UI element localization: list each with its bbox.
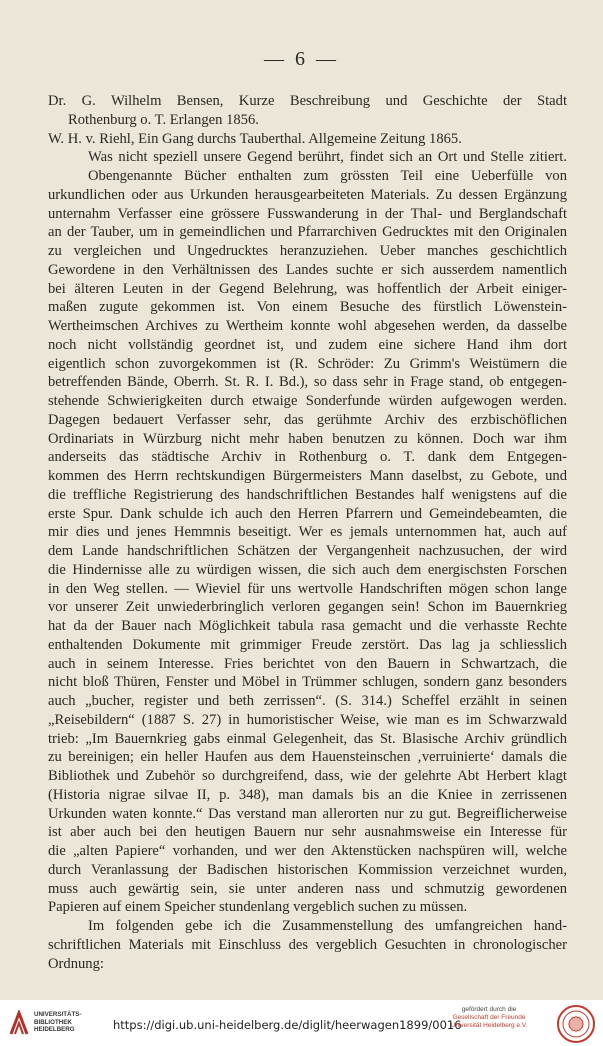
funding-org: Gesellschaft der Freunde: [452, 1014, 526, 1021]
library-name-line: UNIVERSITÄTS-: [34, 1011, 82, 1018]
text-line: urkundlichen oder aus Urkunden herausgearbeiteten Materials. Zu dessen Ergänzung: [48, 186, 567, 203]
text-line: Im folgenden gebe ich die Zusammenstellung des umfangreichen hand-: [88, 918, 567, 934]
text-line: Was nicht speziell unsere Gegend berührt, findet sich an Ort und Stelle zitiert.: [88, 149, 567, 166]
text-line: unternahm Verfasser eine grössere Fusswanderung in der Thal- und Berglandschaft: [48, 205, 567, 222]
text-line: die „alten Papiere“ vorhanden, und wer den Aktenstücken nachspüren will, welche: [48, 843, 567, 859]
funding-line: gefördert durch die: [461, 1006, 517, 1013]
text-line: erste Spur. Dank schulde ich auch den Herren Pfarrern und Gemeindebeamten, die: [48, 505, 567, 522]
text-line: hat da der Bauer nach Möglichkeit tabula rasa gemacht und die verhasste Rechte: [48, 618, 567, 634]
text-line: Gewordene in den Verhältnissen des Landes suchte er sich ausserdem namentlich: [48, 261, 567, 278]
text-line: ist aber auch bei den heutigen Bauern nur sehr ausnahmsweise ein Interesse für: [48, 824, 567, 841]
text-line: (Historia nigrae silvae II, p. 348), man damals bis an die Kniee in zerrissenen: [48, 786, 567, 803]
library-name: [34, 1011, 81, 1034]
text-line: W. H. v. Riehl, Ein Gang durchs Tauberthal. Allgemeine Zeitung 1865.: [48, 130, 462, 147]
text-line: muss auch gewärtig sein, sie unter anderen nass und schmutzig gewordenen: [48, 880, 567, 897]
text-line: enthaltenden Dokumente mit grimmiger Freude zerstört. Das lag ja schliesslich: [48, 636, 567, 653]
text-line: Dagegen bedauert Verfasser sehr, das gerühmte Archiv des erzbischöflichen: [48, 411, 567, 428]
text-line: auch in seinem Interesse. Fries berichtet von den Bauern in Schwartzach, die: [48, 655, 567, 672]
university-library-logo-icon: [8, 1010, 30, 1036]
page-number: — 6 —: [264, 48, 339, 70]
text-line: vor unserer Zeit unwiederbringlich verloren gegangen sein! Schon im Bauernkrieg: [48, 599, 567, 616]
body-text: [48, 92, 567, 973]
viewer-footer: [0, 1000, 603, 1046]
text-line: Obengenannte Bücher enthalten zum grössten Teil eine Ueberfülle von: [88, 168, 567, 184]
text-line: zu bereinigen; ein heller Haufen aus dem Hauensteinschen ‚verruinierte‘ damals die: [48, 749, 567, 766]
text-line: auch „bucher, register und beth zerrissen“. (S. 314.) Scheffel erzählt in seinen: [48, 693, 567, 709]
text-line: Ordinariats in Würzburg nicht mehr haben benutzen zu können. Doch war ihm: [48, 430, 567, 447]
library-name-line: HEIDELBERG: [34, 1026, 75, 1034]
text-line: durch Veranlassung der Badischen historischen Kommission verzeichnet wurden,: [48, 861, 567, 878]
text-line: bei älteren Leuten in der Gegend Belehrung, was hoffentlich der Arbeit einiger-: [48, 280, 567, 297]
text-line: schriftlichen Materials mit Einschluss des vergeblich Gesuchten in chronologischer: [48, 936, 567, 953]
text-line: Papieren auf einem Speicher stundenlang vergeblich suchen zu müssen.: [48, 899, 468, 916]
text-line: noch nicht vollständig geordnet ist, und zudem eine sichere Hand ihm dort: [48, 336, 567, 353]
text-line: nicht bloß Thüren, Fenster und Möbel in Trümmer schlugen, sondern ganz besonders: [48, 674, 567, 691]
text-line: Urkunden waten konnte.“ Das verstand man allerorten nur zu gut. Begreiflicherweise: [48, 805, 567, 822]
text-line: Rothenburg o. T. Erlangen 1856.: [68, 111, 259, 128]
university-seal-icon: [556, 1004, 596, 1044]
text-line: Bibliothek und Zubehör so durchgreifend, dass, wie der gelehrte Abt Herbert klagt: [48, 768, 567, 784]
text-line: in den Weg stellen. — Wieviel für uns wertvolle Handschriften mögen schon lange: [48, 580, 567, 597]
text-line: die Hindernisse alle zu würdigen wissen, die sich auch dem energischsten Forschen: [48, 561, 567, 578]
text-line: Dr. G. Wilhelm Bensen, Kurze Beschreibung und Geschichte der Stadt: [48, 93, 567, 109]
text-line: kommen des Herrn rechtskundigen Bürgermeisters Mann daselbst, zu Gebote, und: [48, 468, 567, 484]
funding-org: Universität Heidelberg e.V.: [450, 1022, 528, 1029]
text-line: mir dies und jenes Hemmnis beseitigt. Wer es jemals unternommen hat, auch auf: [48, 524, 567, 541]
text-line: an der Tauber, um in gemeindlichen und Pfarrarchiven Gedrucktes mit den Originalen: [48, 224, 567, 241]
text-line: zu vergleichen und Ungedrucktes heranzuziehen. Ueber manches geschichtlich: [48, 243, 567, 259]
text-line: eigentlich schon zuvorgekommen ist (R. Schröder: Zu Grimm's Weistümern die: [48, 355, 567, 372]
text-line: die treffliche Registrierung des handschriftlichen Bestandes half wenigstens auf die: [48, 486, 567, 503]
permalink-url[interactable]: https://digi.ub.uni-heidelberg.de/diglit/heerwagen1899/0016: [113, 1018, 462, 1032]
library-name-line: BIBLIOTHEK: [34, 1018, 72, 1026]
funding-credit: [428, 1006, 550, 1030]
text-line: trieb: „Im Bauernkrieg gabs einmal Gelegenheit, das St. Blasische Archiv gründlich: [48, 730, 567, 747]
text-line: stehende Schwierigkeiten durch etwaige Sonderfunde würden aufgewogen werden.: [48, 393, 567, 409]
text-line: betreffenden Bände, Oberrh. St. R. I. Bd.), so dass sehr in Frage stand, ob entgegen-: [48, 374, 567, 391]
text-line: Wertheimschen Archives zu Wertheim konnte wohl abgesehen werden, da dasselbe: [48, 318, 567, 334]
text-line: dem Lande handschriftlichen Schätzen der Vergangenheit nachzusuchen, der wird: [48, 543, 567, 559]
text-line: Ordnung:: [48, 955, 104, 972]
text-line: maßen zugute gekommen ist. Von einem Besuche des fürstlich Löwenstein-: [48, 299, 567, 316]
text-line: „Reisebildern“ (1887 S. 27) in humoristischer Weise, wie man es im Schwarzwald: [48, 711, 567, 728]
text-line: anderseits das städtische Archiv in Rothenburg o. T. dank dem Entgegen-: [48, 449, 567, 466]
